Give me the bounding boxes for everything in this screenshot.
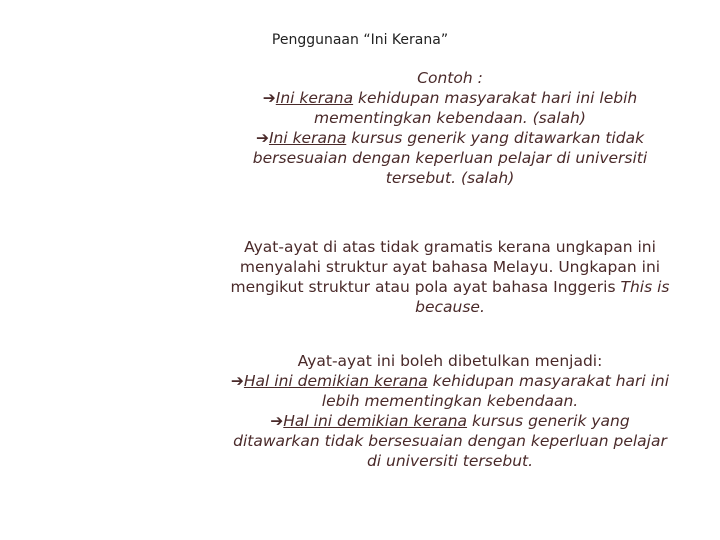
slide-title: Penggunaan “Ini Kerana” xyxy=(271,32,449,48)
correction-item-1-line2: lebih mementingkan kebendaan. xyxy=(321,392,579,410)
explanation-block xyxy=(180,237,720,317)
example-block xyxy=(180,68,720,188)
correction-item-2-underlined: Hal ini demikian kerana xyxy=(283,412,468,430)
explanation-line-2: menyalahi struktur ayat bahasa Melayu. Ungkapan ini xyxy=(239,258,661,276)
arrow-bullet-icon: ➔ xyxy=(230,372,244,390)
example-item-2-underlined: Ini kerana xyxy=(268,129,347,147)
correction-heading: Ayat-ayat ini boleh dibetulkan menjadi: xyxy=(297,352,603,370)
correction-block xyxy=(180,351,720,471)
correction-item-2-line3: di universiti tersebut. xyxy=(366,452,534,470)
example-item-2-line3: tersebut. (salah) xyxy=(385,169,515,187)
explanation-line-3-text: mengikut struktur atau pola ayat bahasa Inggeris xyxy=(230,278,621,296)
example-item-1-text: kehidupan masyarakat hari ini lebih xyxy=(353,89,638,107)
example-item-2-text: kursus generik yang ditawarkan tidak xyxy=(346,129,645,147)
explanation-line-1: Ayat-ayat di atas tidak gramatis kerana ungkapan ini xyxy=(244,238,656,256)
correction-item-1-underlined: Hal ini demikian kerana xyxy=(243,372,428,390)
arrow-bullet-icon: ➔ xyxy=(262,89,276,107)
example-item-2 xyxy=(180,128,720,148)
arrow-bullet-icon: ➔ xyxy=(255,129,269,147)
correction-item-2-line2: ditawarkan tidak bersesuaian dengan keperluan pelajar xyxy=(233,432,667,450)
example-item-1-line2: mementingkan kebendaan. (salah) xyxy=(314,109,586,127)
explanation-line-4: because. xyxy=(415,298,485,316)
example-item-2-line2: bersesuaian dengan keperluan pelajar di universiti xyxy=(252,149,648,167)
correction-item-1-text: kehidupan masyarakat hari ini xyxy=(427,372,670,390)
correction-item-2-text: kursus generik yang xyxy=(467,412,630,430)
correction-item-2 xyxy=(180,411,720,431)
explanation-line-3 xyxy=(180,277,720,297)
example-item-1-underlined: Ini kerana xyxy=(275,89,354,107)
example-heading: Contoh : xyxy=(417,69,483,87)
explanation-line-3-italic: This is xyxy=(620,278,670,296)
arrow-bullet-icon: ➔ xyxy=(270,412,284,430)
correction-item-1 xyxy=(180,371,720,391)
example-item-1 xyxy=(180,88,720,108)
